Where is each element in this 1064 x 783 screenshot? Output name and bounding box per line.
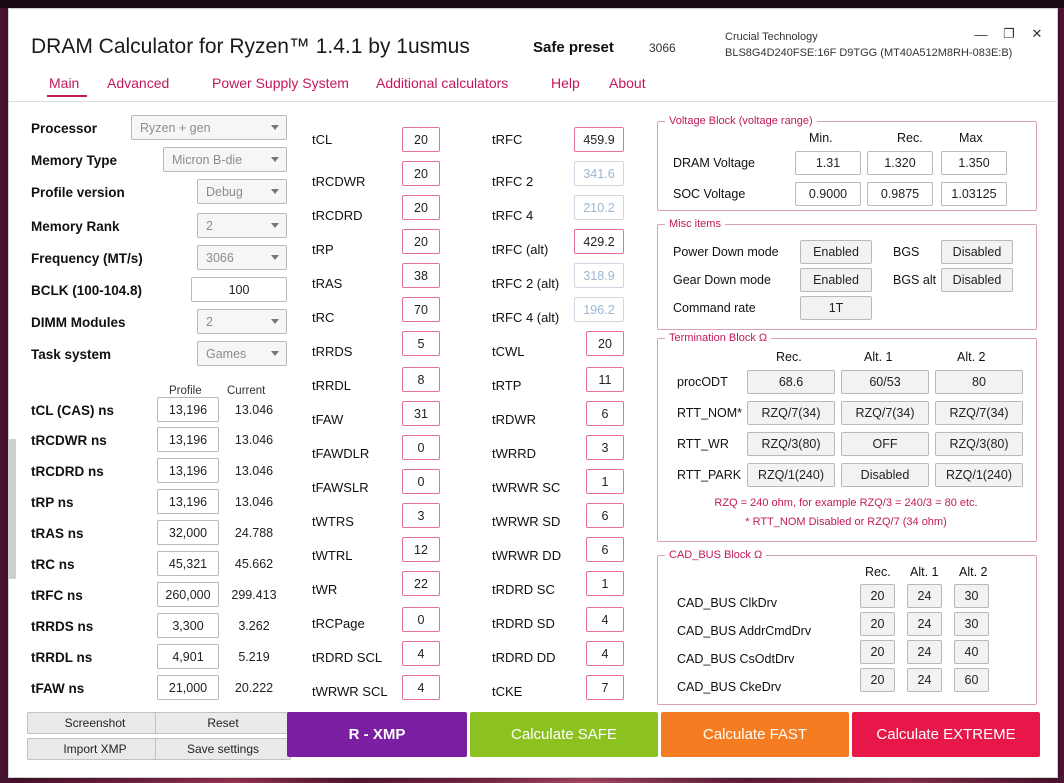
- misc-row-value[interactable]: Enabled: [800, 268, 872, 292]
- ns-row-current: 13.046: [223, 458, 285, 483]
- timing-value[interactable]: 4: [402, 675, 440, 700]
- label-task-system: Task system: [31, 347, 112, 362]
- voltage-header-rec: Rec.: [897, 131, 923, 145]
- menu-divider: [9, 101, 1057, 102]
- cad-rec[interactable]: 20: [860, 584, 895, 608]
- timing-label: tRFC 4: [492, 208, 534, 223]
- r-xmp-button[interactable]: R - XMP: [287, 712, 467, 757]
- calculate-safe-button[interactable]: Calculate SAFE: [470, 712, 658, 757]
- ns-row-current: 3.262: [223, 613, 285, 638]
- chevron-down-icon: [271, 255, 279, 260]
- misc-row-label: Power Down mode: [673, 245, 779, 259]
- timing-value[interactable]: 11: [586, 367, 624, 392]
- memory-type-value: Micron B-die: [172, 152, 243, 167]
- timing-label: tRFC 4 (alt): [492, 310, 560, 325]
- timing-value[interactable]: 1: [586, 571, 624, 596]
- voltage-row-label: DRAM Voltage: [673, 156, 755, 170]
- timing-label: tCKE: [492, 684, 523, 699]
- misc-row-label: Command rate: [673, 301, 756, 315]
- timing-value[interactable]: 20: [402, 195, 440, 220]
- dram-calculator-window: [8, 8, 1058, 778]
- timing-value[interactable]: 22: [402, 571, 440, 596]
- misc-row-label2: BGS alt: [893, 273, 937, 287]
- termination-block-title: Termination Block Ω: [665, 332, 771, 344]
- termination-alt2[interactable]: RZQ/7(34): [935, 401, 1023, 425]
- timing-value[interactable]: 20: [402, 229, 440, 254]
- import-xmp-button[interactable]: Import XMP: [27, 738, 163, 760]
- timing-value[interactable]: 20: [402, 127, 440, 152]
- timing-label: tWTRS: [312, 514, 354, 529]
- misc-row-value[interactable]: 1T: [800, 296, 872, 320]
- cad-header-alt2: Alt. 2: [959, 565, 988, 579]
- cad-row-label: CAD_BUS AddrCmdDrv: [677, 624, 812, 638]
- cad-rec[interactable]: 20: [860, 640, 895, 664]
- screenshot-button[interactable]: Screenshot: [27, 712, 163, 734]
- task-system-value: Games: [206, 346, 247, 361]
- timing-label: tCL: [312, 132, 333, 147]
- ns-row-profile[interactable]: 13,196: [157, 489, 219, 514]
- timing-value[interactable]: 38: [402, 263, 440, 288]
- timing-value[interactable]: 70: [402, 297, 440, 322]
- cad-header-rec: Rec.: [865, 565, 891, 579]
- termination-header-alt2: Alt. 2: [957, 350, 986, 364]
- timing-label: tWTRL: [312, 548, 353, 563]
- timing-value[interactable]: 318.9: [574, 263, 624, 288]
- termination-rec[interactable]: RZQ/1(240): [747, 463, 835, 487]
- label-memory-type: Memory Type: [31, 153, 118, 168]
- termination-row-label: RTT_NOM*: [677, 406, 743, 420]
- calculate-fast-button[interactable]: Calculate FAST: [661, 712, 849, 757]
- timing-value[interactable]: 4: [402, 641, 440, 666]
- timing-label: tRP: [312, 242, 334, 257]
- ns-header-profile: Profile: [169, 385, 202, 397]
- task-system-select[interactable]: [197, 341, 287, 366]
- label-frequency: Frequency (MT/s): [31, 251, 143, 266]
- ns-row-label: tRRDS ns: [31, 619, 94, 634]
- tab-additional-calculators[interactable]: Additional calculators: [376, 75, 509, 91]
- timing-value[interactable]: 8: [402, 367, 440, 392]
- timing-value[interactable]: 429.2: [574, 229, 624, 254]
- voltage-block-title: Voltage Block (voltage range): [665, 115, 817, 127]
- termination-header-rec: Rec.: [776, 350, 802, 364]
- timing-label: tRAS: [312, 276, 343, 291]
- ns-row-label: tFAW ns: [31, 681, 85, 696]
- timing-value[interactable]: 3: [586, 435, 624, 460]
- ns-row-current: 24.788: [223, 520, 285, 545]
- termination-header-alt1: Alt. 1: [864, 350, 893, 364]
- timing-value[interactable]: 4: [586, 607, 624, 632]
- termination-row-label: RTT_WR: [677, 437, 729, 451]
- timing-label: tFAW: [312, 412, 344, 427]
- label-profile-version: Profile version: [31, 185, 125, 200]
- ns-row-current: 13.046: [223, 427, 285, 452]
- timing-label: tRDRD SD: [492, 616, 555, 631]
- timing-label: tRDRD SCL: [312, 650, 383, 665]
- memory-part-number: BLS8G4D240FSE:16F D9TGG (MT40A512M8RH-083E:B): [725, 47, 1013, 59]
- processor-select[interactable]: [131, 115, 287, 140]
- cad-alt2[interactable]: 60: [954, 668, 989, 692]
- save-settings-button[interactable]: Save settings: [155, 738, 291, 760]
- chevron-down-icon: [271, 189, 279, 194]
- timing-value[interactable]: 6: [586, 537, 624, 562]
- timing-value[interactable]: 459.9: [574, 127, 624, 152]
- minimize-icon[interactable]: —: [974, 26, 988, 42]
- ns-row-current: 13.046: [223, 397, 285, 422]
- timing-label: tFAWSLR: [312, 480, 369, 495]
- termination-note-1: RZQ = 240 ohm, for example RZQ/3 = 240/3 = 80 etc.: [714, 497, 978, 509]
- voltage-max[interactable]: 1.03125: [941, 182, 1007, 206]
- ns-row-label: tRAS ns: [31, 526, 84, 541]
- timing-label: tRRDL: [312, 378, 352, 393]
- misc-row-value2[interactable]: Disabled: [941, 268, 1013, 292]
- title-bar: [9, 9, 1057, 65]
- timing-value[interactable]: 20: [402, 161, 440, 186]
- cad-row-label: CAD_BUS CkeDrv: [677, 680, 782, 694]
- tab-advanced[interactable]: Advanced: [107, 75, 170, 91]
- ns-row-profile[interactable]: 13,196: [157, 397, 219, 422]
- voltage-header-max: Max: [959, 131, 983, 145]
- timing-value[interactable]: 210.2: [574, 195, 624, 220]
- timing-value[interactable]: 31: [402, 401, 440, 426]
- calculate-extreme-button[interactable]: Calculate EXTREME: [852, 712, 1040, 757]
- memory-vendor: Crucial Technology: [725, 31, 818, 43]
- timing-label: tFAWDLR: [312, 446, 370, 461]
- ns-row-profile[interactable]: 32,000: [157, 520, 219, 545]
- chevron-down-icon: [271, 125, 279, 130]
- timing-label: tRFC 2 (alt): [492, 276, 560, 291]
- timing-label: tWRWR SCL: [312, 684, 388, 699]
- termination-row-label: procODT: [677, 375, 728, 389]
- timing-label: tRRDS: [312, 344, 353, 359]
- cad-alt2[interactable]: 30: [954, 584, 989, 608]
- tab-about[interactable]: About: [609, 75, 646, 91]
- timing-label: tRDWR: [492, 412, 537, 427]
- frequency-value: 3066: [206, 250, 234, 265]
- ns-row-current: 45.662: [223, 551, 285, 576]
- ns-row-profile[interactable]: 4,901: [157, 644, 219, 669]
- timing-value[interactable]: 341.6: [574, 161, 624, 186]
- ns-row-profile[interactable]: 13,196: [157, 458, 219, 483]
- termination-alt1[interactable]: 60/53: [841, 370, 929, 394]
- ns-row-label: tCL (CAS) ns: [31, 403, 114, 418]
- cad-alt1[interactable]: 24: [907, 612, 942, 636]
- timing-label: tRC: [312, 310, 335, 325]
- misc-row-value[interactable]: Enabled: [800, 240, 872, 264]
- timing-label: tRCDWR: [312, 174, 366, 189]
- timing-label: tRCDRD: [312, 208, 363, 223]
- timing-value[interactable]: 1: [586, 469, 624, 494]
- timing-label: tWRWR DD: [492, 548, 562, 563]
- timing-label: tRDRD DD: [492, 650, 556, 665]
- termination-alt1[interactable]: Disabled: [841, 463, 929, 487]
- misc-row-value2[interactable]: Disabled: [941, 240, 1013, 264]
- termination-alt2[interactable]: RZQ/1(240): [935, 463, 1023, 487]
- profile-version-value: Debug: [206, 184, 243, 199]
- timing-value[interactable]: 0: [402, 469, 440, 494]
- ns-row-current: 20.222: [223, 675, 285, 700]
- timing-label: tWR: [312, 582, 338, 597]
- termination-row-label: RTT_PARK: [677, 468, 742, 482]
- misc-row-label: Gear Down mode: [673, 273, 771, 287]
- voltage-min[interactable]: 1.31: [795, 151, 861, 175]
- profile-version-select[interactable]: [197, 179, 287, 204]
- tab-power-supply-system[interactable]: Power Supply System: [212, 75, 349, 91]
- cad-alt2[interactable]: 40: [954, 640, 989, 664]
- cad-alt2[interactable]: 30: [954, 612, 989, 636]
- termination-rec[interactable]: 68.6: [747, 370, 835, 394]
- memory-rank-select[interactable]: [197, 213, 287, 238]
- cad-alt1[interactable]: 24: [907, 584, 942, 608]
- ns-row-profile[interactable]: 21,000: [157, 675, 219, 700]
- cad-header-alt1: Alt. 1: [910, 565, 939, 579]
- tab-main[interactable]: Main: [49, 75, 80, 91]
- desktop-taskbar-strip: [0, 0, 1064, 8]
- termination-alt2[interactable]: RZQ/3(80): [935, 432, 1023, 456]
- voltage-rec[interactable]: 0.9875: [867, 182, 933, 206]
- cad-rec[interactable]: 20: [860, 668, 895, 692]
- ns-row-label: tRCDWR ns: [31, 433, 107, 448]
- ns-row-label: tRRDL ns: [31, 650, 93, 665]
- ns-row-label: tRP ns: [31, 495, 74, 510]
- timing-label: tRTP: [492, 378, 522, 393]
- frequency-select[interactable]: [197, 245, 287, 270]
- timing-label: tWRWR SD: [492, 514, 561, 529]
- ns-row-profile[interactable]: 260,000: [157, 582, 219, 607]
- timing-label: tRFC: [492, 132, 523, 147]
- page-title: DRAM Calculator for Ryzen™ 1.4.1 by 1usmus: [31, 35, 470, 58]
- ns-row-label: tRFC ns: [31, 588, 83, 603]
- termination-rec[interactable]: RZQ/7(34): [747, 401, 835, 425]
- timing-value[interactable]: 6: [586, 503, 624, 528]
- timing-value[interactable]: 196.2: [574, 297, 624, 322]
- cad-bus-block-title: CAD_BUS Block Ω: [665, 549, 766, 561]
- timing-value[interactable]: 12: [402, 537, 440, 562]
- dimm-modules-select[interactable]: [197, 309, 287, 334]
- chevron-down-icon: [271, 319, 279, 324]
- timing-label: tRFC (alt): [492, 242, 549, 257]
- scroll-handle[interactable]: [9, 439, 16, 579]
- label-memory-rank: Memory Rank: [31, 219, 120, 234]
- reset-button[interactable]: Reset: [155, 712, 291, 734]
- chevron-down-icon: [271, 351, 279, 356]
- voltage-header-min: Min.: [809, 131, 833, 145]
- timing-value[interactable]: 6: [586, 401, 624, 426]
- chevron-down-icon: [271, 157, 279, 162]
- ns-row-label: tRCDRD ns: [31, 464, 104, 479]
- ns-row-current: 299.413: [223, 582, 285, 607]
- timing-value[interactable]: 4: [586, 641, 624, 666]
- timing-label: tRDRD SC: [492, 582, 555, 597]
- preset-frequency: 3066: [649, 41, 676, 55]
- timing-value[interactable]: 0: [402, 435, 440, 460]
- timing-value[interactable]: 20: [586, 331, 624, 356]
- timing-value[interactable]: 7: [586, 675, 624, 700]
- label-processor: Processor: [31, 121, 98, 136]
- timing-label: tRFC 2: [492, 174, 534, 189]
- processor-value: Ryzen + gen: [140, 120, 211, 135]
- timing-label: tWRWR SC: [492, 480, 561, 495]
- timing-label: tWRRD: [492, 446, 537, 461]
- close-icon[interactable]: ✕: [1031, 26, 1043, 41]
- termination-alt1[interactable]: OFF: [841, 432, 929, 456]
- termination-rec[interactable]: RZQ/3(80): [747, 432, 835, 456]
- misc-row-label2: BGS: [893, 245, 920, 259]
- tab-help[interactable]: Help: [551, 75, 580, 91]
- maximize-icon[interactable]: ❐: [1003, 26, 1015, 41]
- ns-row-label: tRC ns: [31, 557, 75, 572]
- memory-type-select[interactable]: [163, 147, 287, 172]
- timing-label: tCWL: [492, 344, 525, 359]
- ns-header-current: Current: [227, 385, 266, 397]
- timing-value[interactable]: 3: [402, 503, 440, 528]
- termination-alt2[interactable]: 80: [935, 370, 1023, 394]
- tab-main-underline: [47, 95, 87, 97]
- bclk-input[interactable]: 100: [191, 277, 287, 302]
- cad-rec[interactable]: 20: [860, 612, 895, 636]
- label-bclk: BCLK (100-104.8): [31, 283, 143, 298]
- ns-row-profile[interactable]: 45,321: [157, 551, 219, 576]
- voltage-min[interactable]: 0.9000: [795, 182, 861, 206]
- ns-row-current: 13.046: [223, 489, 285, 514]
- preset-label: Safe preset: [533, 39, 614, 56]
- ns-row-profile[interactable]: 3,300: [157, 613, 219, 638]
- cad-row-label: CAD_BUS ClkDrv: [677, 596, 778, 610]
- termination-note-2: * RTT_NOM Disabled or RZQ/7 (34 ohm): [745, 516, 947, 528]
- voltage-max[interactable]: 1.350: [941, 151, 1007, 175]
- voltage-row-label: SOC Voltage: [673, 187, 746, 201]
- cad-alt1[interactable]: 24: [907, 668, 942, 692]
- window-controls: [967, 23, 1051, 45]
- chevron-down-icon: [271, 223, 279, 228]
- misc-items-title: Misc items: [665, 218, 725, 230]
- voltage-rec[interactable]: 1.320: [867, 151, 933, 175]
- cad-alt1[interactable]: 24: [907, 640, 942, 664]
- timing-value[interactable]: 0: [402, 607, 440, 632]
- ns-row-current: 5.219: [223, 644, 285, 669]
- cad-row-label: CAD_BUS CsOdtDrv: [677, 652, 795, 666]
- memory-rank-value: 2: [206, 218, 213, 233]
- dimm-modules-value: 2: [206, 314, 213, 329]
- termination-alt1[interactable]: RZQ/7(34): [841, 401, 929, 425]
- timing-label: tRCPage: [312, 616, 365, 631]
- label-dimm-modules: DIMM Modules: [31, 315, 126, 330]
- ns-row-profile[interactable]: 13,196: [157, 427, 219, 452]
- timing-value[interactable]: 5: [402, 331, 440, 356]
